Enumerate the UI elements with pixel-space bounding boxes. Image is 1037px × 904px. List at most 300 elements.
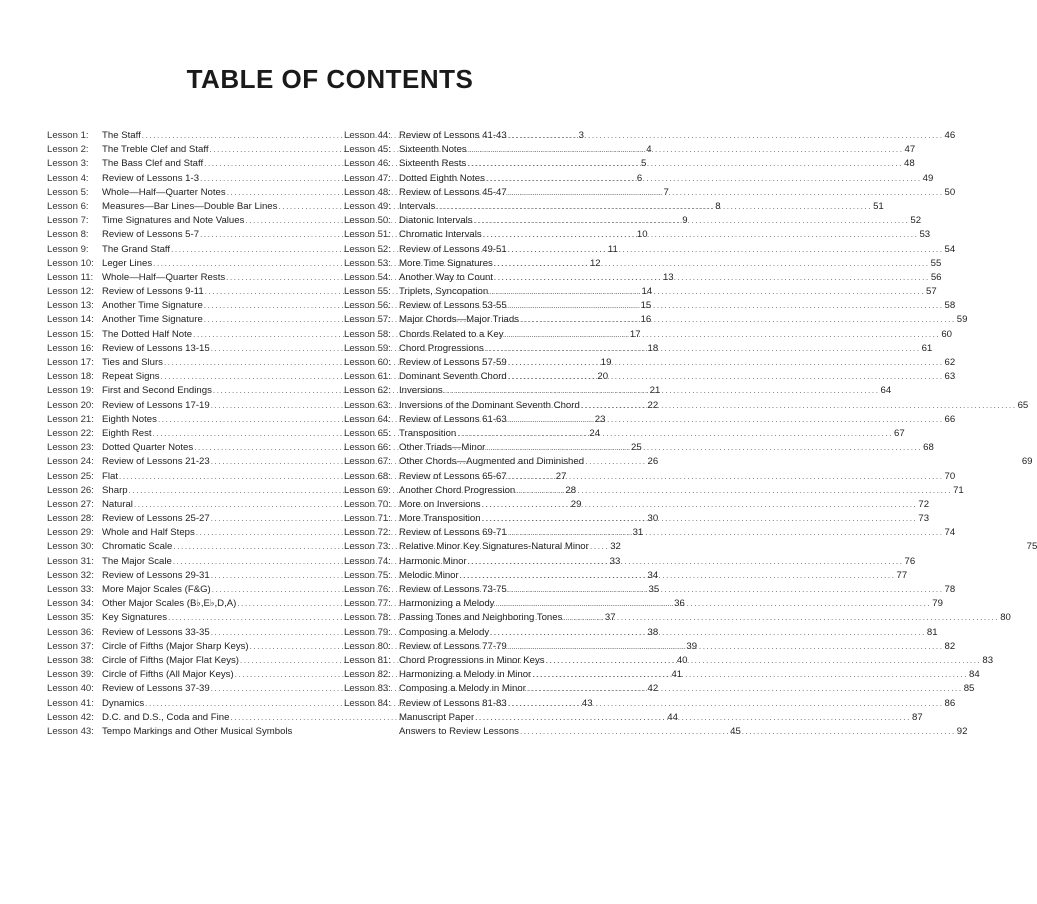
dot-leader (508, 356, 944, 370)
lesson-topic: Review of Lessons 41-43 (399, 130, 507, 141)
lesson-topic: Review of Lessons 49-51 (399, 243, 507, 255)
page-number: 5 (640, 158, 647, 170)
page-number: 64 (880, 385, 892, 397)
lesson-number: Lesson 39: (47, 669, 94, 681)
page-number: 29 (570, 498, 582, 510)
lesson-number: Lesson 25: (47, 470, 94, 482)
page-number: 45 (730, 725, 741, 737)
lesson-number: Lesson 27: (47, 498, 94, 510)
lesson-topic: Flat (102, 470, 118, 482)
lesson-topic: Chord Progressions (399, 342, 484, 354)
lesson-topic: Circle of Fifths (Major Sharp Keys) (102, 640, 249, 652)
lesson-number: Lesson 51: (344, 229, 391, 241)
lesson-number: Lesson 18: (47, 371, 94, 383)
dot-leader (520, 313, 956, 327)
lesson-number: Lesson 68: (344, 470, 391, 482)
page-number: 66 (944, 413, 956, 425)
dot-leader (460, 569, 896, 583)
lesson-number: Lesson 67: (344, 456, 391, 468)
lesson-topic: Review of Lessons 81-83 (399, 697, 507, 709)
lesson-number: Lesson 74: (344, 555, 391, 567)
dot-leader (508, 370, 944, 384)
lesson-topic: Chords Related to a Key (399, 328, 504, 340)
page-number: 31 (632, 527, 644, 539)
lesson-number: Lesson 45: (344, 144, 391, 156)
dot-leader (546, 654, 982, 668)
lesson-number: Lesson 77: (344, 598, 391, 610)
page-number: 57 (926, 286, 937, 298)
lesson-topic: More on Inversions (399, 498, 481, 510)
lesson-topic: Another Time Signature (102, 314, 203, 326)
page-number: 12 (589, 257, 601, 269)
dot-leader (482, 498, 918, 512)
toc-entry (344, 370, 956, 384)
page-title: TABLE OF CONTENTS (186, 64, 474, 94)
lesson-topic: Review of Lessons 73-75 (399, 584, 507, 595)
lesson-topic: Other Chords—Augmented and Diminished (399, 456, 585, 468)
lesson-number: Lesson 70: (344, 498, 391, 510)
page-number: 60 (941, 328, 952, 340)
lesson-topic: D.C. and D.S., Coda and Fine (102, 711, 230, 723)
lesson-number: Lesson 48: (344, 186, 391, 198)
page-number: 62 (944, 357, 956, 368)
dot-leader (490, 626, 926, 640)
toc-entry (344, 427, 905, 441)
lesson-number: Lesson 79: (344, 626, 391, 638)
lesson-number: Lesson 57: (344, 314, 391, 326)
dot-leader (475, 711, 911, 725)
lesson-number: Lesson 3: (47, 158, 89, 170)
lesson-number: Lesson 84: (344, 697, 391, 709)
dot-leader (508, 640, 944, 654)
page-number: 8 (715, 200, 721, 212)
lesson-topic: Transposition (399, 427, 457, 439)
lesson-topic: Circle of Fifths (All Major Keys) (102, 669, 234, 681)
lesson-topic: Inversions (399, 385, 443, 397)
lesson-number: Lesson 46: (344, 158, 391, 170)
page-number: 42 (647, 683, 659, 695)
lesson-number: Lesson 80: (344, 640, 391, 652)
lesson-topic: Harmonizing a Melody in Minor (399, 669, 532, 681)
lesson-topic: Passing Tones and Neighboring Tones (399, 612, 563, 624)
lesson-number: Lesson 34: (47, 598, 94, 610)
lesson-topic: Chord Progressions in Minor Keys (399, 654, 545, 666)
dot-leader (516, 484, 952, 498)
lesson-number: Lesson 9: (47, 243, 89, 255)
toc-entry (344, 129, 956, 143)
toc-entry (344, 157, 915, 171)
lesson-number: Lesson 56: (344, 300, 391, 312)
lesson-topic: Review of Lessons 17-19 (102, 399, 210, 411)
lesson-number: Lesson 75: (344, 569, 391, 581)
lesson-topic: Dotted Quarter Notes (102, 442, 194, 454)
lesson-number: Lesson 24: (47, 456, 94, 468)
lesson-topic: Review of Lessons 69-71 (399, 527, 507, 539)
page-number: 54 (944, 243, 956, 255)
lesson-topic: Sixteenth Rests (399, 158, 467, 170)
lesson-topic: Major Chords—Major Triads (399, 314, 519, 326)
lesson-number: Lesson 59: (344, 342, 391, 354)
lesson-topic: Inversions of the Dominant Seventh Chord (399, 399, 580, 411)
lesson-topic: Other Major Scales (B♭,E♭,D,A) (102, 598, 237, 610)
page-number: 6 (636, 172, 643, 184)
lesson-topic: Composing a Melody (399, 626, 490, 638)
dot-leader (520, 725, 956, 739)
lesson-topic: Review of Lessons 1-3 (102, 172, 200, 184)
lesson-topic: Circle of Fifths (Major Flat Keys) (102, 654, 240, 666)
page-number: 9 (682, 215, 688, 227)
dot-leader (508, 697, 944, 711)
lesson-number: Lesson 69: (344, 484, 391, 496)
lesson-number: Lesson 54: (344, 271, 391, 283)
page-number: 74 (944, 527, 956, 539)
lesson-number: Lesson 13: (47, 300, 94, 312)
page-number: 78 (944, 584, 956, 595)
lesson-number: Lesson 81: (344, 654, 391, 666)
dot-leader (563, 611, 999, 625)
lesson-number: Lesson 5: (47, 186, 89, 198)
page-number: 34 (647, 569, 659, 581)
dot-leader (508, 413, 944, 427)
lesson-number: Lesson 17: (47, 357, 94, 368)
lesson-number: Lesson 36: (47, 626, 94, 638)
dot-leader (581, 399, 1017, 413)
lesson-number: Lesson 42: (47, 711, 94, 723)
lesson-topic: Natural (102, 498, 133, 510)
page-number: 13 (662, 271, 674, 283)
lesson-topic: Diatonic Intervals (399, 215, 473, 227)
lesson-topic: Repeat Signs (102, 371, 160, 383)
page-number: 72 (918, 498, 930, 510)
lesson-topic: Review of Lessons 57-59 (399, 357, 507, 368)
lesson-topic: Review of Lessons 53-55 (399, 300, 507, 312)
lesson-number: Lesson 4: (47, 172, 89, 184)
lesson-topic: Dynamics (102, 697, 145, 709)
lesson-topic: Time Signatures and Note Values (102, 215, 245, 227)
dot-leader (485, 342, 921, 356)
lesson-topic: Whole—Half—Quarter Notes (102, 186, 226, 198)
lesson-topic: Review of Lessons 33-35 (102, 626, 210, 638)
lesson-number: Lesson 16: (47, 342, 94, 354)
lesson-number: Lesson 22: (47, 427, 94, 439)
page-number: 56 (930, 271, 942, 283)
lesson-number: Lesson 2: (47, 144, 89, 156)
lesson-number: Lesson 38: (47, 654, 94, 666)
page-number: 75 (1026, 541, 1037, 553)
page-number: 22 (647, 399, 659, 411)
page-number: 47 (904, 144, 916, 156)
dot-leader (505, 328, 941, 342)
lesson-topic: Ties and Slurs (102, 357, 163, 368)
toc-entry (344, 470, 956, 484)
page-number: 10 (636, 229, 648, 241)
page-number: 81 (926, 626, 938, 638)
lesson-topic: Relative Minor Key Signatures-Natural Minor (399, 541, 589, 553)
lesson-number: Lesson 49: (344, 200, 391, 212)
lesson-number: Lesson 40: (47, 683, 94, 695)
lesson-topic: Measures—Bar Lines—Double Bar Lines (102, 200, 278, 212)
lesson-number: Lesson 26: (47, 484, 94, 496)
lesson-number: Lesson 52: (344, 243, 391, 255)
dot-leader (436, 200, 872, 214)
lesson-topic: Dotted Eighth Notes (399, 172, 485, 184)
lesson-number: Lesson 19: (47, 385, 94, 397)
lesson-number: Lesson 28: (47, 513, 94, 525)
dot-leader (444, 384, 880, 398)
lesson-topic: Sharp (102, 484, 128, 496)
page-number: 50 (944, 186, 956, 198)
lesson-topic: Review of Lessons 37-39 (102, 683, 210, 695)
toc-entry (344, 186, 956, 200)
dot-leader (486, 441, 922, 455)
lesson-topic: Eighth Notes (102, 413, 157, 425)
lesson-topic: Chromatic Intervals (399, 229, 482, 241)
lesson-number: Lesson 60: (344, 357, 391, 368)
lesson-number: Lesson 65: (344, 427, 391, 439)
lesson-number: Lesson 55: (344, 286, 391, 298)
lesson-topic: Review of Lessons 77-79 (399, 640, 507, 652)
lesson-number: Lesson 29: (47, 527, 94, 539)
lesson-number: Lesson 15: (47, 328, 94, 340)
page-number: 35 (648, 584, 660, 595)
dot-leader (508, 243, 944, 257)
lesson-number: Lesson 58: (344, 328, 391, 340)
page-number: 86 (944, 697, 956, 709)
page-number: 44 (667, 711, 678, 723)
page-number: 7 (663, 186, 669, 198)
page-number: 18 (647, 342, 659, 354)
page-number: 84 (969, 669, 980, 681)
page-number: 25 (630, 442, 642, 454)
page-number: 26 (647, 456, 659, 468)
page-number: 14 (641, 286, 653, 298)
page-number: 51 (873, 200, 884, 212)
lesson-number: Lesson 53: (344, 257, 391, 269)
lesson-number: Lesson 63: (344, 399, 391, 411)
page-number: 3 (578, 130, 584, 141)
lesson-number: Lesson 8: (47, 229, 89, 241)
page-number: 85 (963, 683, 975, 695)
toc-entry (344, 498, 930, 512)
lesson-number: Lesson 37: (47, 640, 94, 652)
lesson-topic: Review of Lessons 29-31 (102, 569, 210, 581)
lesson-topic: The Treble Clef and Staff (102, 144, 209, 156)
dot-leader (508, 470, 944, 484)
lesson-topic: Sixteenth Notes (399, 144, 467, 156)
page-number: 27 (555, 470, 567, 482)
lesson-number: Lesson 83: (344, 683, 391, 695)
page-number: 38 (647, 626, 659, 638)
lesson-topic: Review of Lessons 21-23 (102, 456, 210, 468)
lesson-number: Lesson 76: (344, 584, 391, 595)
lesson-topic: Other Triads—Minor (399, 442, 486, 454)
page-number: 21 (649, 385, 661, 397)
dot-leader (527, 682, 963, 696)
page-number: 77 (896, 569, 908, 581)
page-number: 41 (671, 669, 683, 681)
lesson-number: Lesson 10: (47, 257, 94, 269)
lesson-topic: Tempo Markings and Other Musical Symbols (102, 725, 293, 737)
lesson-number: Lesson 35: (47, 612, 94, 624)
page-number: 67 (894, 427, 905, 439)
dot-leader (495, 597, 931, 611)
page-number: 92 (956, 725, 968, 737)
lesson-number: Lesson 20: (47, 399, 94, 411)
lesson-number: Lesson 31: (47, 555, 94, 567)
dot-leader (486, 172, 922, 186)
dot-leader (508, 526, 944, 540)
toc-entry (344, 356, 956, 370)
lesson-topic: Intervals (399, 200, 436, 212)
lesson-topic: Eighth Rest (102, 427, 152, 439)
lesson-topic: Melodic Minor (399, 569, 459, 581)
lesson-topic: Harmonizing a Melody (399, 598, 495, 610)
lesson-topic: The Major Scale (102, 555, 172, 567)
page-number: 55 (930, 257, 942, 269)
page-number: 76 (904, 555, 916, 567)
page-number: 73 (918, 513, 930, 525)
toc-entry (344, 172, 934, 186)
toc-entry (344, 214, 922, 228)
lesson-topic: Review of Lessons 9-11 (102, 286, 204, 298)
lesson-topic: Whole—Half—Quarter Rests (102, 271, 226, 283)
page-number: 40 (676, 654, 688, 666)
dot-leader (468, 143, 904, 157)
page-number: 69 (1021, 456, 1033, 468)
page-number: 15 (640, 300, 652, 312)
lesson-topic: The Staff (102, 130, 141, 141)
page-number: 82 (944, 640, 956, 652)
dot-leader (508, 129, 944, 143)
lesson-number: Lesson 12: (47, 286, 94, 298)
lesson-topic: Answers to Review Lessons (399, 725, 519, 737)
page-number: 58 (944, 300, 956, 312)
lesson-number: Lesson 30: (47, 541, 94, 553)
toc-entry (344, 257, 942, 271)
page-number: 36 (674, 598, 685, 610)
lesson-topic: Review of Lessons 61-63 (399, 413, 507, 425)
page-number: 32 (610, 541, 621, 553)
page-number: 43 (581, 697, 593, 709)
lesson-number: Lesson 21: (47, 413, 94, 425)
lesson-number: Lesson 73: (344, 541, 391, 553)
page-number: 61 (921, 342, 933, 354)
page-number: 20 (597, 371, 609, 383)
lesson-number: Lesson 14: (47, 314, 94, 326)
lesson-number: Lesson 23: (47, 442, 94, 454)
dot-leader (467, 157, 903, 171)
page-number: 87 (911, 711, 923, 723)
lesson-topic: Triplets, Syncopation (399, 286, 489, 298)
page-number: 19 (600, 357, 612, 368)
page-number: 37 (604, 612, 616, 624)
lesson-topic: Chromatic Scale (102, 541, 173, 553)
lesson-number: Lesson 61: (344, 371, 391, 383)
lesson-topic: Dominant Seventh Chord (399, 371, 507, 383)
page-number: 24 (589, 427, 601, 439)
lesson-topic: Another Time Signature (102, 300, 203, 312)
lesson-topic: Composing a Melody in Minor (399, 683, 526, 695)
lesson-number: Lesson 71: (344, 513, 391, 525)
page-number: 33 (609, 555, 621, 567)
page-number: 65 (1017, 399, 1029, 411)
lesson-topic: Review of Lessons 5-7 (102, 229, 200, 241)
dot-leader (482, 512, 918, 526)
toc-entry (344, 200, 884, 214)
page-number: 83 (982, 654, 994, 666)
lesson-topic: The Bass Clef and Staff (102, 158, 204, 170)
lesson-topic: Manuscript Paper (399, 711, 475, 723)
dot-leader (483, 228, 919, 242)
lesson-number: Lesson 50: (344, 215, 391, 227)
lesson-number: Lesson 6: (47, 200, 89, 212)
dot-leader (457, 427, 893, 441)
page-number: 46 (944, 130, 956, 141)
lesson-number: Lesson 7: (47, 215, 89, 227)
toc-entry (344, 143, 916, 157)
lesson-topic: Review of Lessons 25-27 (102, 513, 210, 525)
page-number: 70 (944, 470, 956, 482)
lesson-number: Lesson 44: (344, 130, 391, 141)
page-number: 28 (565, 484, 577, 496)
page-number: 11 (607, 243, 618, 255)
page-number: 59 (956, 314, 968, 326)
page-number: 30 (647, 513, 659, 525)
lesson-number: Lesson 43: (47, 725, 94, 737)
lesson-topic: More Transposition (399, 513, 481, 525)
lesson-number: Lesson 78: (344, 612, 391, 624)
page-number: 63 (944, 371, 956, 383)
page-number: 39 (686, 640, 698, 652)
lesson-number: Lesson 62: (344, 385, 391, 397)
lesson-topic: Whole and Half Steps (102, 527, 195, 539)
lesson-number: Lesson 82: (344, 669, 391, 681)
lesson-number: Lesson 41: (47, 697, 94, 709)
toc-entry (344, 413, 956, 427)
lesson-topic: Another Way to Count (399, 271, 494, 283)
toc-entry (344, 611, 1011, 625)
page-number: 16 (640, 314, 652, 326)
page-number: 48 (904, 158, 915, 170)
lesson-number: Lesson 66: (344, 442, 391, 454)
lesson-topic: Harmonic Minor (399, 555, 467, 567)
lesson-topic: First and Second Endings (102, 385, 212, 397)
lesson-number: Lesson 1: (47, 130, 89, 141)
dot-leader (494, 257, 930, 271)
dot-leader (508, 299, 944, 313)
dot-leader (494, 271, 930, 285)
page-number: 17 (629, 328, 641, 340)
lesson-number: Lesson 33: (47, 584, 94, 595)
lesson-topic: Review of Lessons 45-47 (399, 186, 507, 198)
dot-leader (474, 214, 910, 228)
page-number: 53 (919, 229, 931, 241)
lesson-topic: The Dotted Half Note (102, 328, 193, 340)
toc-entry (344, 697, 956, 711)
page-number: 79 (932, 598, 943, 610)
page-number: 52 (910, 215, 922, 227)
lesson-topic: The Grand Staff (102, 243, 171, 255)
dot-leader (468, 555, 904, 569)
lesson-topic: More Time Signatures (399, 257, 493, 269)
lesson-topic: More Major Scales (F&G) (102, 584, 211, 595)
dot-leader (508, 583, 944, 597)
dot-leader (508, 186, 944, 200)
lesson-topic: Key Signatures (102, 612, 168, 624)
lesson-number: Lesson 47: (344, 172, 391, 184)
lesson-number: Lesson 11: (47, 271, 94, 283)
lesson-number: Lesson 32: (47, 569, 94, 581)
